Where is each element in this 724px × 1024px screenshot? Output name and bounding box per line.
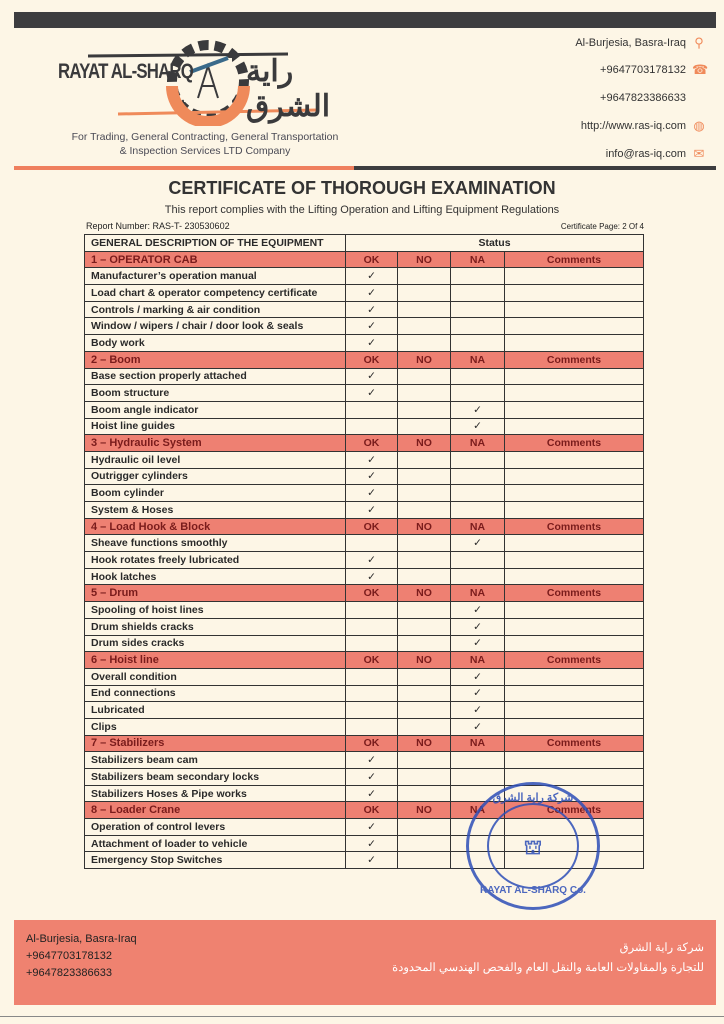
empty-status-cell xyxy=(398,852,451,869)
na-column-header: NA xyxy=(451,735,505,752)
comment-cell xyxy=(505,552,644,569)
empty-status-cell xyxy=(346,635,398,652)
contact-phone-2 xyxy=(406,91,706,105)
website-link[interactable]: http://www.ras-iq.com xyxy=(580,120,686,132)
empty-status-cell xyxy=(398,468,451,485)
comment-cell xyxy=(505,702,644,719)
comment-cell xyxy=(505,385,644,402)
checkmark: ✓ xyxy=(451,618,505,635)
checkmark: ✓ xyxy=(346,268,398,285)
comments-column-header: Comments xyxy=(505,251,644,268)
empty-status-cell xyxy=(398,668,451,685)
item-description: End connections xyxy=(85,685,346,702)
tagline-line-1: For Trading, General Contracting, General Transportation xyxy=(71,131,339,143)
item-description: Controls / marking & air condition xyxy=(85,301,346,318)
document-subtitle: This report complies with the Lifting Operation and Lifting Equipment Regulations xyxy=(164,204,560,216)
contact-website xyxy=(406,119,706,133)
na-column-header: NA xyxy=(451,585,505,602)
checkmark: ✓ xyxy=(346,752,398,769)
section-title: 3 – Hydraulic System xyxy=(85,435,346,452)
item-description: Stabilizers beam secondary locks xyxy=(85,769,346,786)
item-description: Outrigger cylinders xyxy=(85,468,346,485)
empty-status-cell xyxy=(398,602,451,619)
no-column-header: NO xyxy=(398,435,451,452)
table-row xyxy=(85,268,644,285)
comment-cell xyxy=(505,485,644,502)
no-column-header: NO xyxy=(398,585,451,602)
table-row xyxy=(85,335,644,352)
item-description: Emergency Stop Switches xyxy=(85,852,346,869)
comment-cell xyxy=(505,451,644,468)
item-description: Sheave functions smoothly xyxy=(85,535,346,552)
item-description: System & Hoses xyxy=(85,502,346,519)
na-column-header: NA xyxy=(451,251,505,268)
checkmark: ✓ xyxy=(346,301,398,318)
checkmark: ✓ xyxy=(346,385,398,402)
item-description: Stabilizers Hoses & Pipe works xyxy=(85,785,346,802)
item-description: Hook latches xyxy=(85,568,346,585)
no-column-header: NO xyxy=(398,351,451,368)
section-header-row xyxy=(85,251,644,268)
item-description: Boom angle indicator xyxy=(85,401,346,418)
section-header-row xyxy=(85,435,644,452)
divider-dark xyxy=(354,166,716,170)
item-description: Hoist line guides xyxy=(85,418,346,435)
checkmark: ✓ xyxy=(346,785,398,802)
checkmark: ✓ xyxy=(346,285,398,302)
empty-status-cell xyxy=(398,301,451,318)
table-row xyxy=(85,535,644,552)
checkmark: ✓ xyxy=(451,718,505,735)
empty-status-cell xyxy=(398,485,451,502)
comment-cell xyxy=(505,301,644,318)
section-title: 8 – Loader Crane xyxy=(85,802,346,819)
comment-cell xyxy=(505,285,644,302)
footer-phone-1: +9647703178132 xyxy=(26,950,112,962)
empty-status-cell xyxy=(398,752,451,769)
item-description: Stabilizers beam cam xyxy=(85,752,346,769)
logo-text-ar: راية الشرق xyxy=(246,55,331,123)
checkmark: ✓ xyxy=(346,502,398,519)
checkmark: ✓ xyxy=(451,602,505,619)
top-bar xyxy=(14,12,716,28)
item-description: Overall condition xyxy=(85,668,346,685)
no-column-header: NO xyxy=(398,251,451,268)
section-header-row xyxy=(85,585,644,602)
page-edge xyxy=(0,1016,724,1017)
company-logo xyxy=(58,36,358,126)
phone-text: +9647703178132 xyxy=(600,64,686,76)
empty-status-cell xyxy=(398,685,451,702)
empty-status-cell xyxy=(398,702,451,719)
ok-column-header: OK xyxy=(346,435,398,452)
ok-column-header: OK xyxy=(346,518,398,535)
empty-status-cell xyxy=(346,418,398,435)
empty-status-cell xyxy=(451,285,505,302)
comment-cell xyxy=(505,401,644,418)
report-number: Report Number: RAS-T- 230530602 xyxy=(86,221,230,231)
item-description: Base section properly attached xyxy=(85,368,346,385)
empty-status-cell xyxy=(346,668,398,685)
certificate-page: Certificate Page: 2 Of 4 xyxy=(560,222,644,231)
ok-column-header: OK xyxy=(346,652,398,669)
empty-status-cell xyxy=(451,335,505,352)
comment-cell xyxy=(505,368,644,385)
item-description: Drum shields cracks xyxy=(85,618,346,635)
table-row xyxy=(85,401,644,418)
table-row xyxy=(85,418,644,435)
item-description: Spooling of hoist lines xyxy=(85,602,346,619)
no-column-header: NO xyxy=(398,735,451,752)
empty-status-cell xyxy=(398,568,451,585)
company-tagline xyxy=(60,130,350,158)
empty-status-cell xyxy=(346,685,398,702)
checkmark: ✓ xyxy=(346,835,398,852)
checkmark: ✓ xyxy=(346,468,398,485)
empty-status-cell xyxy=(398,635,451,652)
comment-cell xyxy=(505,468,644,485)
comment-cell xyxy=(505,502,644,519)
table-row xyxy=(85,685,644,702)
empty-status-cell xyxy=(346,718,398,735)
empty-status-cell xyxy=(398,368,451,385)
table-row xyxy=(85,752,644,769)
ok-column-header: OK xyxy=(346,802,398,819)
document-title: CERTIFICATE OF THOROUGH EXAMINATION xyxy=(168,178,556,198)
table-row xyxy=(85,485,644,502)
table-row xyxy=(85,635,644,652)
address-text: Al-Burjesia, Basra-Iraq xyxy=(575,37,686,49)
checkmark: ✓ xyxy=(346,769,398,786)
item-description: Boom cylinder xyxy=(85,485,346,502)
section-title: 7 – Stabilizers xyxy=(85,735,346,752)
mail-icon: ✉ xyxy=(693,146,705,161)
table-row xyxy=(85,769,644,786)
item-description: Hook rotates freely lubricated xyxy=(85,552,346,569)
comments-column-header: Comments xyxy=(505,518,644,535)
comment-cell xyxy=(505,268,644,285)
section-title: 2 – Boom xyxy=(85,351,346,368)
empty-status-cell xyxy=(398,285,451,302)
checkmark: ✓ xyxy=(346,451,398,468)
section-title: 5 – Drum xyxy=(85,585,346,602)
no-column-header: NO xyxy=(398,518,451,535)
empty-status-cell xyxy=(398,335,451,352)
contact-address xyxy=(406,36,706,50)
table-row xyxy=(85,602,644,619)
ok-column-header: OK xyxy=(346,735,398,752)
empty-status-cell xyxy=(451,752,505,769)
comment-cell xyxy=(505,568,644,585)
na-column-header: NA xyxy=(451,435,505,452)
checkmark: ✓ xyxy=(346,485,398,502)
empty-status-cell xyxy=(398,535,451,552)
empty-status-cell xyxy=(451,502,505,519)
checkmark: ✓ xyxy=(346,819,398,836)
empty-status-cell xyxy=(451,451,505,468)
item-description: Drum sides cracks xyxy=(85,635,346,652)
no-column-header: NO xyxy=(398,802,451,819)
table-row xyxy=(85,368,644,385)
item-description: Load chart & operator competency certificate xyxy=(85,285,346,302)
examination-table xyxy=(84,234,644,869)
empty-status-cell xyxy=(451,385,505,402)
table-row xyxy=(85,451,644,468)
empty-status-cell xyxy=(451,568,505,585)
table-header-row xyxy=(85,235,644,252)
section-header-row xyxy=(85,652,644,669)
comments-column-header: Comments xyxy=(505,351,644,368)
location-pin-icon: ⚲ xyxy=(694,35,704,50)
checkmark: ✓ xyxy=(451,418,505,435)
item-description: Clips xyxy=(85,718,346,735)
item-description: Hydraulic oil level xyxy=(85,451,346,468)
table-row xyxy=(85,468,644,485)
empty-status-cell xyxy=(346,535,398,552)
comments-column-header: Comments xyxy=(505,435,644,452)
empty-status-cell xyxy=(451,485,505,502)
checkmark: ✓ xyxy=(346,368,398,385)
table-row xyxy=(85,618,644,635)
comment-cell xyxy=(505,418,644,435)
logo-text-en: RAYAT AL-SHARQ xyxy=(58,60,194,83)
company-stamp xyxy=(466,782,600,910)
stamp-text-ar: شركة راية الشرق xyxy=(492,792,574,804)
checkmark: ✓ xyxy=(451,668,505,685)
empty-status-cell xyxy=(398,785,451,802)
empty-status-cell xyxy=(398,552,451,569)
comment-cell xyxy=(505,752,644,769)
footer-arabic-description: للتجارة والمقاولات العامة والنقل العام والفحص الهندسي المحدودة xyxy=(392,962,704,974)
empty-status-cell xyxy=(398,502,451,519)
checkmark: ✓ xyxy=(346,852,398,869)
ok-column-header: OK xyxy=(346,251,398,268)
globe-icon: ◍ xyxy=(693,118,705,133)
empty-status-cell xyxy=(398,835,451,852)
checkmark: ✓ xyxy=(346,318,398,335)
comment-cell xyxy=(505,718,644,735)
empty-status-cell xyxy=(346,401,398,418)
contact-phone-1 xyxy=(406,62,709,77)
checkmark: ✓ xyxy=(451,401,505,418)
description-header: GENERAL DESCRIPTION OF THE EQUIPMENT xyxy=(85,235,346,252)
empty-status-cell xyxy=(451,552,505,569)
item-description: Body work xyxy=(85,335,346,352)
spacer xyxy=(692,91,706,105)
stamp-derrick-icon: ⛫ xyxy=(523,837,543,859)
section-title: 1 – OPERATOR CAB xyxy=(85,251,346,268)
divider-orange xyxy=(14,166,354,170)
empty-status-cell xyxy=(451,769,505,786)
empty-status-cell xyxy=(346,602,398,619)
section-header-row xyxy=(85,735,644,752)
checkmark: ✓ xyxy=(346,552,398,569)
comment-cell xyxy=(505,668,644,685)
empty-status-cell xyxy=(451,318,505,335)
phone-icon: ☎ xyxy=(692,62,709,77)
checkmark: ✓ xyxy=(451,702,505,719)
status-header: Status xyxy=(346,235,644,252)
comments-column-header: Comments xyxy=(505,585,644,602)
checkmark: ✓ xyxy=(346,335,398,352)
footer-arabic-name: شركة راية الشرق xyxy=(619,942,704,954)
ok-column-header: OK xyxy=(346,351,398,368)
item-description: Attachment of loader to vehicle xyxy=(85,835,346,852)
na-column-header: NA xyxy=(451,351,505,368)
item-description: Window / wipers / chair / door look & seals xyxy=(85,318,346,335)
empty-status-cell xyxy=(398,268,451,285)
comment-cell xyxy=(505,535,644,552)
ok-column-header: OK xyxy=(346,585,398,602)
empty-status-cell xyxy=(398,618,451,635)
tagline-line-2: & Inspection Services LTD Company xyxy=(119,145,291,157)
item-description: Manufacturer’s operation manual xyxy=(85,268,346,285)
footer-phone-2: +9647823386633 xyxy=(26,967,112,979)
comments-column-header: Comments xyxy=(505,652,644,669)
empty-status-cell xyxy=(451,468,505,485)
empty-status-cell xyxy=(346,702,398,719)
phone-text: +9647823386633 xyxy=(600,92,686,104)
empty-status-cell xyxy=(398,718,451,735)
na-column-header: NA xyxy=(451,652,505,669)
table-row xyxy=(85,502,644,519)
contact-email xyxy=(406,147,706,161)
table-row xyxy=(85,385,644,402)
comments-column-header: Comments xyxy=(505,802,644,819)
checkmark: ✓ xyxy=(451,685,505,702)
section-title: 4 – Load Hook & Block xyxy=(85,518,346,535)
comment-cell xyxy=(505,685,644,702)
table-row xyxy=(85,702,644,719)
table-row xyxy=(85,552,644,569)
stamp-text-en: RAYAT AL-SHARQ Co. xyxy=(480,885,586,896)
empty-status-cell xyxy=(346,618,398,635)
na-column-header: NA xyxy=(451,518,505,535)
checkmark: ✓ xyxy=(346,568,398,585)
footer-address: Al-Burjesia, Basra-Iraq xyxy=(26,933,137,945)
na-column-header: NA xyxy=(451,802,505,819)
empty-status-cell xyxy=(398,418,451,435)
empty-status-cell xyxy=(398,318,451,335)
empty-status-cell xyxy=(451,368,505,385)
email-link[interactable]: info@ras-iq.com xyxy=(605,148,686,160)
empty-status-cell xyxy=(398,819,451,836)
comment-cell xyxy=(505,335,644,352)
comment-cell xyxy=(505,635,644,652)
empty-status-cell xyxy=(398,385,451,402)
footer xyxy=(14,920,716,1005)
empty-status-cell xyxy=(398,401,451,418)
item-description: Boom structure xyxy=(85,385,346,402)
empty-status-cell xyxy=(451,268,505,285)
comment-cell xyxy=(505,602,644,619)
table-row xyxy=(85,668,644,685)
table-row xyxy=(85,301,644,318)
section-header-row xyxy=(85,351,644,368)
comment-cell xyxy=(505,318,644,335)
item-description: Operation of control levers xyxy=(85,819,346,836)
empty-status-cell xyxy=(398,451,451,468)
empty-status-cell xyxy=(398,769,451,786)
comments-column-header: Comments xyxy=(505,735,644,752)
checkmark: ✓ xyxy=(451,535,505,552)
empty-status-cell xyxy=(451,301,505,318)
table-row xyxy=(85,285,644,302)
item-description: Lubricated xyxy=(85,702,346,719)
comment-cell xyxy=(505,618,644,635)
section-header-row xyxy=(85,518,644,535)
no-column-header: NO xyxy=(398,652,451,669)
table-row xyxy=(85,318,644,335)
table-row xyxy=(85,718,644,735)
checkmark: ✓ xyxy=(451,635,505,652)
table-row xyxy=(85,568,644,585)
section-title: 6 – Hoist line xyxy=(85,652,346,669)
